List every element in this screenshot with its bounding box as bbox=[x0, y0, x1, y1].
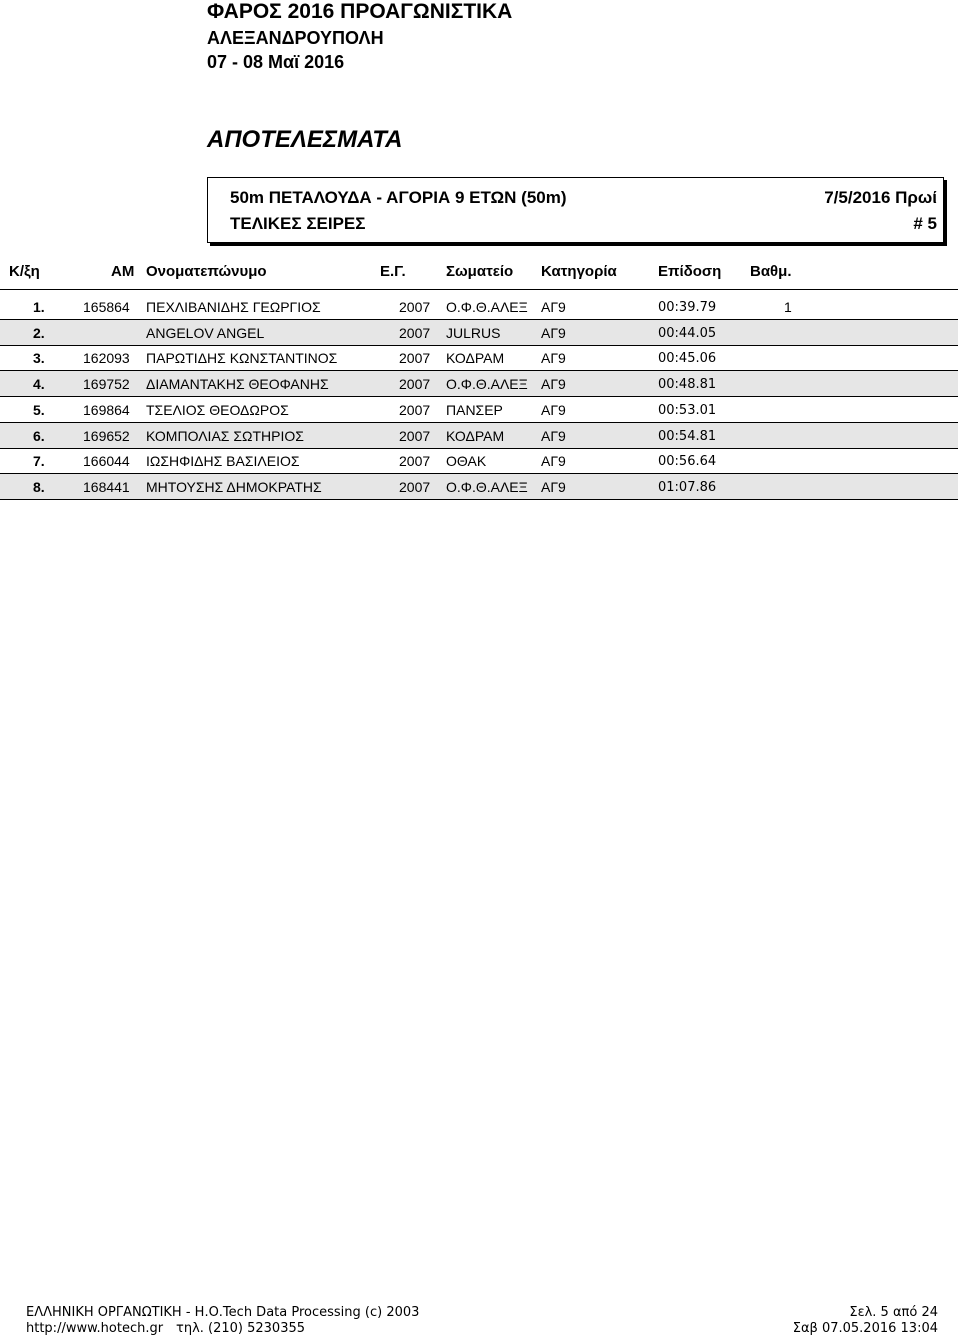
column-header-points: Βαθμ. bbox=[750, 263, 792, 280]
cell-name: ΠΑΡΩΤΙΔΗΣ ΚΩΝΣΤΑΝΤΙΝΟΣ bbox=[146, 350, 338, 367]
cell-category: ΑΓ9 bbox=[541, 453, 566, 470]
cell-name: ΙΩΣΗΦΙΔΗΣ ΒΑΣΙΛΕΙΟΣ bbox=[146, 453, 300, 470]
cell-rank: 3. bbox=[33, 350, 45, 367]
meet-dates: 07 - 08 Μαϊ 2016 bbox=[207, 52, 345, 72]
cell-am: 169864 bbox=[83, 401, 130, 418]
cell-rank: 8. bbox=[33, 478, 45, 495]
cell-name: ΜΗΤΟΥΣΗΣ ΔΗΜΟΚΡΑΤΗΣ bbox=[146, 478, 322, 495]
cell-year: 2007 bbox=[399, 299, 431, 315]
cell-am: 169652 bbox=[83, 427, 130, 444]
footer-page: Σελ. 5 από 24 bbox=[849, 1305, 938, 1320]
cell-club: Ο.Φ.Θ.ΑΛΕΞ bbox=[446, 376, 528, 393]
cell-club: JULRUS bbox=[446, 324, 501, 341]
table-row bbox=[0, 474, 958, 499]
cell-club: ΟΘΑΚ bbox=[446, 453, 487, 470]
footer-printed: Σαβ 07.05.2016 13:04 bbox=[792, 1321, 938, 1336]
cell-year: 2007 bbox=[399, 350, 431, 367]
cell-time: 00:53.01 bbox=[658, 402, 717, 418]
cell-time: 00:56.64 bbox=[658, 454, 717, 470]
footer-company: ΕΛΛΗΝΙΚΗ ΟΡΓΑΝΩΤΙΚΗ - Η.Ο.Tech Data Processing (c) 2003 bbox=[26, 1305, 420, 1320]
cell-points: 1 bbox=[784, 299, 792, 315]
meet-title: ΦΑΡΟΣ 2016 ΠΡΟΑΓΩΝΙΣΤΙΚΑ bbox=[207, 0, 513, 23]
cell-am: 169752 bbox=[83, 376, 130, 393]
cell-category: ΑΓ9 bbox=[541, 427, 566, 444]
event-date-session: 7/5/2016 Πρωί bbox=[824, 188, 937, 207]
cell-club: Ο.Φ.Θ.ΑΛΕΞ bbox=[446, 299, 528, 315]
cell-time: 00:39.79 bbox=[658, 300, 717, 315]
cell-name: ΤΣΕΛΙΟΣ ΘΕΟΔΩΡΟΣ bbox=[146, 401, 289, 418]
column-header-year: Ε.Γ. bbox=[380, 263, 406, 280]
row-divider bbox=[0, 499, 958, 500]
cell-club: ΚΟΔΡΑΜ bbox=[446, 427, 505, 444]
column-header-category: Κατηγορία bbox=[541, 263, 617, 280]
cell-club: ΚΟΔΡΑΜ bbox=[446, 350, 505, 367]
cell-time: 00:48.81 bbox=[658, 377, 717, 393]
cell-rank: 1. bbox=[33, 299, 45, 315]
event-name: 50m ΠΕΤΑΛΟΥΔΑ - ΑΓΟΡΙΑ 9 ΕΤΩΝ (50m) bbox=[230, 188, 567, 207]
footer-website: http://www.hotech.gr bbox=[26, 1321, 164, 1336]
cell-year: 2007 bbox=[399, 376, 431, 393]
cell-category: ΑΓ9 bbox=[541, 478, 566, 495]
table-row bbox=[0, 448, 958, 473]
event-number: # 5 bbox=[913, 214, 937, 233]
cell-name: ΚΟΜΠΟΛΙΑΣ ΣΩΤΗΡΙΟΣ bbox=[146, 427, 304, 444]
cell-club: ΠΑΝΣΕΡ bbox=[446, 401, 503, 418]
table-row bbox=[0, 345, 958, 370]
event-round: ΤΕΛΙΚΕΣ ΣΕΙΡΕΣ bbox=[230, 214, 366, 233]
cell-time: 01:07.86 bbox=[658, 479, 717, 495]
cell-name: ΠΕΧΛΙΒΑΝΙΔΗΣ ΓΕΩΡΓΙΟΣ bbox=[146, 299, 321, 315]
cell-rank: 4. bbox=[33, 376, 45, 393]
cell-am: 165864 bbox=[83, 299, 130, 315]
cell-category: ΑΓ9 bbox=[541, 401, 566, 418]
cell-rank: 5. bbox=[33, 401, 45, 418]
cell-am: 162093 bbox=[83, 350, 130, 367]
column-header-time: Επίδοση bbox=[658, 263, 722, 280]
cell-year: 2007 bbox=[399, 478, 431, 495]
cell-rank: 7. bbox=[33, 453, 45, 470]
column-header-rank: Κ/ξη bbox=[9, 263, 40, 280]
cell-year: 2007 bbox=[399, 427, 431, 444]
meet-place: ΑΛΕΞΑΝΔΡΟΥΠΟΛΗ bbox=[207, 28, 384, 48]
column-header-name: Ονοματεπώνυμο bbox=[146, 263, 267, 280]
cell-am: 166044 bbox=[83, 453, 130, 470]
cell-name: ANGELOV ANGEL bbox=[146, 324, 265, 341]
table-row bbox=[0, 320, 958, 345]
column-header-am: ΑΜ bbox=[111, 263, 135, 280]
cell-name: ΔΙΑΜΑΝΤΑΚΗΣ ΘΕΟΦΑΝΗΣ bbox=[146, 376, 329, 393]
column-header-club: Σωματείο bbox=[446, 263, 514, 280]
event-box bbox=[207, 177, 944, 243]
cell-year: 2007 bbox=[399, 324, 431, 341]
cell-rank: 2. bbox=[33, 324, 45, 341]
table-row bbox=[0, 397, 958, 422]
cell-year: 2007 bbox=[399, 401, 431, 418]
cell-am: 168441 bbox=[83, 478, 130, 495]
cell-rank: 6. bbox=[33, 427, 45, 444]
cell-category: ΑΓ9 bbox=[541, 350, 566, 367]
cell-year: 2007 bbox=[399, 453, 431, 470]
table-row bbox=[0, 371, 958, 396]
cell-time: 00:45.06 bbox=[658, 351, 717, 367]
header-divider bbox=[0, 289, 958, 290]
footer-phone: τηλ. (210) 5230355 bbox=[176, 1321, 306, 1336]
cell-time: 00:54.81 bbox=[658, 428, 717, 444]
table-row bbox=[0, 294, 958, 319]
cell-category: ΑΓ9 bbox=[541, 299, 566, 315]
cell-category: ΑΓ9 bbox=[541, 376, 566, 393]
table-row bbox=[0, 423, 958, 448]
cell-time: 00:44.05 bbox=[658, 325, 717, 341]
results-heading: ΑΠΟΤΕΛΕΣΜΑΤΑ bbox=[207, 126, 403, 153]
cell-club: Ο.Φ.Θ.ΑΛΕΞ bbox=[446, 478, 528, 495]
cell-category: ΑΓ9 bbox=[541, 324, 566, 341]
